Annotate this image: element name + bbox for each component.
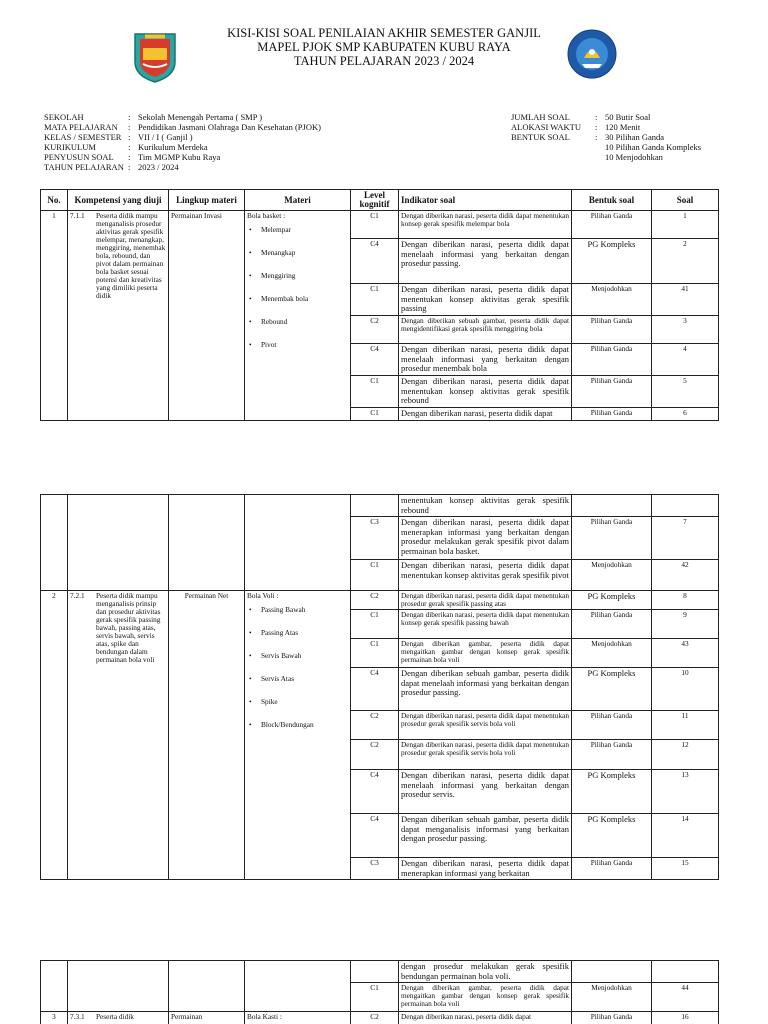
- meta-row: [511, 142, 701, 152]
- meta-value: Sekolah Menengah Pertama ( SMP ): [138, 112, 263, 122]
- level-cell: C4: [351, 814, 399, 858]
- meta-value: VII / I ( Ganjil ): [138, 132, 193, 142]
- col-header-soal: Soal: [652, 190, 719, 211]
- meta-key: [511, 142, 595, 152]
- header-title-line1: KISI-KISI SOAL PENILAIAN AKHIR SEMESTER GANJIL: [227, 26, 541, 40]
- kd-number: 7.2.1: [70, 591, 85, 600]
- soal-cell: 6: [652, 408, 719, 421]
- lingkup-cell: Permainan: [169, 1012, 245, 1024]
- table-row: [41, 211, 719, 239]
- indikator-cell: Dengan diberikan narasi, peserta didik dapat menentukan konsep aktivitas gerak spesifik rebound: [399, 376, 572, 408]
- bentuk-cell: Pilihan Ganda: [572, 858, 652, 880]
- meta-key: SEKOLAH: [44, 112, 84, 122]
- soal-cell: 44: [652, 983, 719, 1012]
- materi-list: [261, 226, 348, 349]
- soal-cell: 42: [652, 560, 719, 591]
- materi-cell: [245, 211, 351, 421]
- col-header-level: Level kognitif: [351, 190, 399, 211]
- meta-key: JUMLAH SOAL: [511, 112, 570, 122]
- soal-cell: 10: [652, 668, 719, 711]
- indikator-cell: Dengan diberikan narasi, peserta didik dapat: [399, 408, 572, 421]
- materi-cell: [245, 591, 351, 880]
- kompetensi-cell: [68, 591, 169, 880]
- soal-cell: 3: [652, 316, 719, 344]
- level-cell: C2: [351, 1012, 399, 1024]
- lingkup-cell-empty: [169, 495, 245, 591]
- bentuk-cell: Pilihan Ganda: [572, 740, 652, 770]
- indikator-cell: Dengan diberikan narasi, peserta didik dapat menentukan prosedur gerak spesifik passing atas: [399, 591, 572, 610]
- table-row: [41, 591, 719, 610]
- meta-key: TAHUN PELAJARAN: [44, 162, 124, 172]
- materi-title: Bola basket :: [247, 211, 286, 220]
- materi-item: • Rebound: [261, 318, 348, 326]
- col-header-lingkup: Lingkup materi: [169, 190, 245, 211]
- soal-cell: 12: [652, 740, 719, 770]
- meta-right-block: [511, 112, 701, 162]
- kd-text: Peserta didik: [96, 1012, 134, 1021]
- level-cell: C1: [351, 376, 399, 408]
- level-cell: C4: [351, 668, 399, 711]
- level-cell: C2: [351, 591, 399, 610]
- bentuk-cell: PG Kompleks: [572, 770, 652, 814]
- lingkup-cell: Permainan Invasi: [169, 211, 245, 421]
- col-header-indikator: Indikator soal: [399, 190, 572, 211]
- indikator-cell: Dengan diberikan narasi, peserta didik dapat menerapkan informasi yang berkaitan dengan prosedur melakukan gerak spesifik pivot dalam permainan bola basket.: [399, 517, 572, 560]
- soal-cell: 2: [652, 239, 719, 284]
- soal-cell: 5: [652, 376, 719, 408]
- meta-key: BENTUK SOAL: [511, 132, 570, 142]
- bentuk-cell: Menjodohkan: [572, 639, 652, 668]
- materi-item: • Menangkap: [261, 249, 348, 257]
- materi-item: • Servis Bawah: [261, 652, 348, 660]
- materi-cell: Bola Kasti :: [245, 1012, 351, 1024]
- table-row: [41, 961, 719, 983]
- level-cell: C1: [351, 408, 399, 421]
- no-cell-empty: [41, 961, 68, 1012]
- meta-row: KURIKULUM : Kurikulum Merdeka: [44, 142, 208, 152]
- col-header-no: No.: [41, 190, 68, 211]
- meta-value: Kurikulum Merdeka: [138, 142, 208, 152]
- table-row: [41, 1012, 719, 1024]
- lingkup-cell: Permainan Net: [169, 591, 245, 880]
- meta-key: [511, 152, 595, 162]
- bentuk-cell: PG Kompleks: [572, 668, 652, 711]
- kompetensi-cell-empty: [68, 495, 169, 591]
- header-title-line2: MAPEL PJOK SMP KABUPATEN KUBU RAYA: [257, 40, 511, 54]
- meta-row: MATA PELAJARAN : Pendidikan Jasmani Olahraga Dan Kesehatan (PJOK): [44, 122, 321, 132]
- meta-value: 120 Menit: [605, 122, 641, 132]
- meta-value: Tim MGMP Kubu Raya: [138, 152, 221, 162]
- bentuk-cell: Menjodohkan: [572, 284, 652, 316]
- soal-cell: 14: [652, 814, 719, 858]
- level-cell: C2: [351, 740, 399, 770]
- meta-key: KELAS / SEMESTER: [44, 132, 122, 142]
- soal-cell: 41: [652, 284, 719, 316]
- meta-value: 10 Pilihan Ganda Kompleks: [605, 142, 702, 152]
- meta-key: MATA PELAJARAN: [44, 122, 118, 132]
- bentuk-cell: Menjodohkan: [572, 983, 652, 1012]
- soal-cell: 1: [652, 211, 719, 239]
- level-cell: C2: [351, 316, 399, 344]
- soal-cell: 43: [652, 639, 719, 668]
- materi-cell-empty: [245, 495, 351, 591]
- bentuk-cell: Pilihan Ganda: [572, 1012, 652, 1024]
- kd-number: 7.1.1: [70, 211, 85, 220]
- meta-value: 2023 / 2024: [138, 162, 179, 172]
- materi-item: • Servis Atas: [261, 675, 348, 683]
- page3-viewport: [0, 960, 768, 1024]
- indikator-cell: dengan prosedur melakukan gerak spesifik bendungan permainan bola voli.: [399, 961, 572, 983]
- level-cell: [351, 961, 399, 983]
- bentuk-cell: Pilihan Ganda: [572, 376, 652, 408]
- materi-item: • Block/Bendungan: [261, 721, 348, 729]
- no-cell-empty: [41, 495, 68, 591]
- bentuk-cell: Pilihan Ganda: [572, 711, 652, 740]
- indikator-cell: Dengan diberikan narasi, peserta didik dapat menentukan prosedur gerak spesifik servis bola voli: [399, 711, 572, 740]
- meta-row: ALOKASI WAKTU : 120 Menit: [511, 122, 641, 132]
- materi-item: • Melempar: [261, 226, 348, 234]
- level-cell: C2: [351, 711, 399, 740]
- meta-value: Pendidikan Jasmani Olahraga Dan Kesehatan (PJOK): [138, 122, 321, 132]
- level-cell: [351, 495, 399, 517]
- materi-cell-empty: [245, 961, 351, 1012]
- col-header-kompetensi: Kompetensi yang diuji: [68, 190, 169, 211]
- table-header-row: [41, 190, 719, 211]
- meta-row: SEKOLAH : Sekolah Menengah Pertama ( SMP ): [44, 112, 263, 122]
- bentuk-cell: [572, 961, 652, 983]
- bentuk-cell: PG Kompleks: [572, 239, 652, 284]
- soal-cell: 11: [652, 711, 719, 740]
- kd-text: Peserta didik mampu menganalisis prinsip dan prosedur aktivitas gerak spesifik passing bawah, passing atas, servis bawah, servis atas, spike dan bendungan dalam permainan bola voli: [96, 591, 161, 664]
- kisi-kisi-table-page1: [40, 189, 719, 421]
- bentuk-cell: Pilihan Ganda: [572, 344, 652, 376]
- meta-value: 30 Pilihan Ganda: [605, 132, 665, 142]
- indikator-cell: Dengan diberikan narasi, peserta didik dapat menentukan konsep gerak spesifik melempar bola: [399, 211, 572, 239]
- meta-key: KURIKULUM: [44, 142, 96, 152]
- level-cell: C3: [351, 858, 399, 880]
- soal-cell: 9: [652, 610, 719, 639]
- indikator-cell: Dengan diberikan sebuah gambar, peserta didik dapat menganalisis informasi yang berkaitan dengan prosedur passing.: [399, 814, 572, 858]
- indikator-cell: Dengan diberikan narasi, peserta didik dapat: [399, 1012, 572, 1024]
- col-header-materi: Materi: [245, 190, 351, 211]
- meta-row: PENYUSUN SOAL : Tim MGMP Kubu Raya: [44, 152, 221, 162]
- materi-item: • Passing Atas: [261, 629, 348, 637]
- indikator-cell: Dengan diberikan narasi, peserta didik dapat menentukan prosedur gerak spesifik servis bola voli: [399, 740, 572, 770]
- meta-key: PENYUSUN SOAL: [44, 152, 114, 162]
- lingkup-cell-empty: [169, 961, 245, 1012]
- level-cell: C4: [351, 239, 399, 284]
- soal-cell: 4: [652, 344, 719, 376]
- level-cell: C1: [351, 560, 399, 591]
- kd-text: Peserta didik mampu menganalisis prosedur aktivitas gerak spesifik melempar, menangkap, menggiring, menembak bola, rebound, dan pivot dalam permainan bola basket sesuai potensi dan kreativitas yang dimiliki peserta didik: [96, 211, 166, 300]
- bentuk-cell: Pilihan Ganda: [572, 408, 652, 421]
- meta-value: 50 Butir Soal: [605, 112, 651, 122]
- table-row: [41, 495, 719, 517]
- materi-title: Bola Voli :: [247, 591, 279, 600]
- bentuk-cell: Pilihan Ganda: [572, 610, 652, 639]
- kisi-kisi-table-page3: [40, 960, 719, 1024]
- kompetensi-cell-empty: [68, 961, 169, 1012]
- row-number: 3: [41, 1012, 68, 1024]
- level-cell: C4: [351, 770, 399, 814]
- indikator-cell: Dengan diberikan gambar, peserta didik dapat mengaitkan gambar dengan konsep gerak spesifik permainan bola voli: [399, 983, 572, 1012]
- indikator-cell: Dengan diberikan sebuah gambar, peserta didik dapat mengidentifikasi gerak spesifik menggiring bola: [399, 316, 572, 344]
- materi-item: • Menembak bola: [261, 295, 348, 303]
- bentuk-cell: Pilihan Ganda: [572, 211, 652, 239]
- kompetensi-cell: [68, 1012, 169, 1024]
- meta-row: BENTUK SOAL : 30 Pilihan Ganda: [511, 132, 665, 142]
- materi-item: • Passing Bawah: [261, 606, 348, 614]
- document-header: [0, 26, 768, 68]
- meta-left-block: [44, 112, 321, 172]
- bentuk-cell: [572, 495, 652, 517]
- materi-item: • Menggiring: [261, 272, 348, 280]
- soal-cell: 7: [652, 517, 719, 560]
- indikator-cell: Dengan diberikan narasi, peserta didik dapat menelaah informasi yang berkaitan dengan prosedur servis.: [399, 770, 572, 814]
- row-number: 1: [41, 211, 68, 421]
- level-cell: C1: [351, 983, 399, 1012]
- level-cell: C1: [351, 211, 399, 239]
- bentuk-cell: Pilihan Ganda: [572, 517, 652, 560]
- bentuk-cell: Menjodohkan: [572, 560, 652, 591]
- indikator-cell: Dengan diberikan narasi, peserta didik dapat menentukan konsep aktivitas gerak spesifik pivot: [399, 560, 572, 591]
- bentuk-cell: PG Kompleks: [572, 814, 652, 858]
- indikator-cell: Dengan diberikan gambar, peserta didik dapat mengaitkan gambar dengan konsep gerak spesifik permainan bola voli: [399, 639, 572, 668]
- row-number: 2: [41, 591, 68, 880]
- materi-item: • Spike: [261, 698, 348, 706]
- soal-cell: 8: [652, 591, 719, 610]
- soal-cell: 15: [652, 858, 719, 880]
- meta-row: JUMLAH SOAL : 50 Butir Soal: [511, 112, 651, 122]
- bentuk-cell: PG Kompleks: [572, 591, 652, 610]
- col-header-bentuk: Bentuk soal: [572, 190, 652, 211]
- indikator-cell: Dengan diberikan narasi, peserta didik dapat menerapkan informasi yang berkaitan: [399, 858, 572, 880]
- indikator-cell: Dengan diberikan narasi, peserta didik dapat menelaah informasi yang berkaitan dengan prosedur passing.: [399, 239, 572, 284]
- indikator-cell: Dengan diberikan narasi, peserta didik dapat menentukan konsep aktivitas gerak spesifik passing: [399, 284, 572, 316]
- indikator-cell: Dengan diberikan sebuah gambar, peserta didik dapat menelaah informasi yang berkaitan dengan prosedur passing.: [399, 668, 572, 711]
- meta-row: KELAS / SEMESTER : VII / I ( Ganjil ): [44, 132, 193, 142]
- indikator-cell: Dengan diberikan narasi, peserta didik dapat menentukan konsep gerak spesifik passing bawah: [399, 610, 572, 639]
- indikator-cell: menentukan konsep aktivitas gerak spesifik rebound: [399, 495, 572, 517]
- level-cell: C1: [351, 639, 399, 668]
- bentuk-cell: Pilihan Ganda: [572, 316, 652, 344]
- level-cell: C3: [351, 517, 399, 560]
- kompetensi-cell: [68, 211, 169, 421]
- meta-key: ALOKASI WAKTU: [511, 122, 581, 132]
- header-title-line3: TAHUN PELAJARAN 2023 / 2024: [293, 54, 475, 68]
- kisi-kisi-table-page2: [40, 494, 719, 880]
- meta-row: [511, 152, 701, 162]
- indikator-cell: Dengan diberikan narasi, peserta didik dapat menelaah informasi yang berkaitan dengan prosedur menembak bola: [399, 344, 572, 376]
- level-cell: C1: [351, 284, 399, 316]
- soal-cell: [652, 495, 719, 517]
- kd-number: 7.3.1: [70, 1012, 85, 1021]
- meta-row: TAHUN PELAJARAN : 2023 / 2024: [44, 162, 179, 172]
- soal-cell: 16: [652, 1012, 719, 1024]
- materi-list: [261, 606, 348, 729]
- level-cell: C1: [351, 610, 399, 639]
- materi-item: • Pivot: [261, 341, 348, 349]
- soal-cell: [652, 961, 719, 983]
- meta-value: 10 Menjodohkan: [605, 152, 663, 162]
- soal-cell: 13: [652, 770, 719, 814]
- level-cell: C4: [351, 344, 399, 376]
